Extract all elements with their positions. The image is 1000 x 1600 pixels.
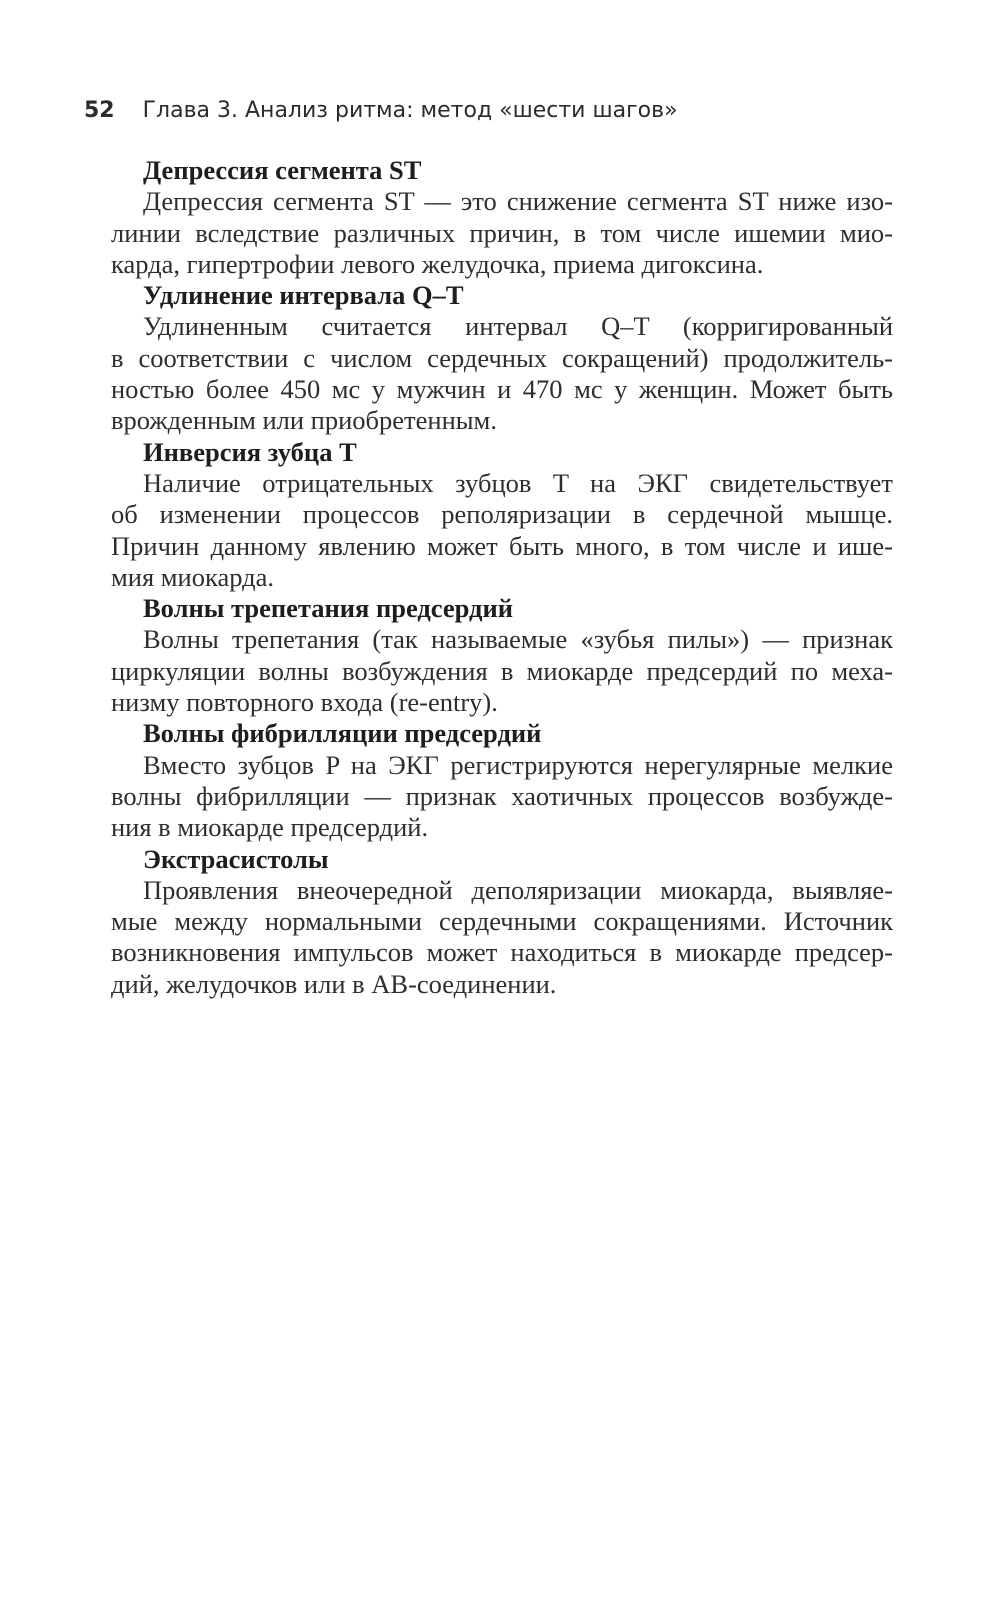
section-title-atrial-fibrillation: Волны фибрилляции предсердий <box>143 718 542 749</box>
running-head <box>84 98 678 123</box>
section-body-t-inversion <box>111 468 893 593</box>
page-number: 52 <box>84 98 115 123</box>
text-line: возникновения импульсов может находиться в миокарде предсер- <box>111 937 893 968</box>
text-line: ния в миокарде предсердий. <box>111 812 429 843</box>
text-line: Наличие отрицательных зубцов T на ЭКГ свидетельствует <box>143 467 893 498</box>
page-content <box>111 155 893 1000</box>
text-line: Проявления внеочередной деполяризации миокарда, выявляе- <box>143 874 893 905</box>
text-line: ностью более 450 мс у мужчин и 470 мс у женщин. Может быть <box>111 374 893 405</box>
text-line: Удлиненным считается интервал Q–T (корригированный <box>143 311 893 342</box>
section-title-atrial-flutter: Волны трепетания предсердий <box>143 593 513 624</box>
text-line: Волны трепетания (так называемые «зубья пилы») — признак <box>143 624 893 655</box>
text-line: об изменении процессов реполяризации в сердечной мышце. <box>111 499 893 530</box>
text-line: мые между нормальными сердечными сокращениями. Источник <box>111 906 893 937</box>
text-line: карда, гипертрофии левого желудочка, приема дигоксина. <box>111 248 764 279</box>
section-body-extrasystoles <box>111 875 893 1000</box>
text-line: врожденным или приобретенным. <box>111 405 497 436</box>
section-title-t-inversion: Инверсия зубца T <box>143 436 357 467</box>
text-line: мия миокарда. <box>111 561 274 592</box>
text-line: волны фибрилляции — признак хаотичных процессов возбужде- <box>111 780 893 811</box>
text-line: Депрессия сегмента ST — это снижение сегмента ST ниже изо- <box>143 186 893 217</box>
section-body-qt-prolongation <box>111 311 893 436</box>
text-line: циркуляции волны возбуждения в миокарде предсердий по меха- <box>111 655 893 686</box>
text-line: Причин данному явлению может быть много, в том числе и ише- <box>111 530 893 561</box>
text-line: линии вследствие различных причин, в том числе ишемии мио- <box>111 217 893 248</box>
chapter-title: Глава 3. Анализ ритма: метод «шести шагов» <box>142 98 678 123</box>
text-line: низму повторного входа (re-entry). <box>111 687 498 718</box>
section-title-st-depression: Депрессия сегмента ST <box>143 155 422 185</box>
text-line: дий, желудочков или в АВ-соединении. <box>111 968 557 999</box>
section-body-st-depression <box>111 186 893 280</box>
text-line: Вместо зубцов P на ЭКГ регистрируются нерегулярные мелкие <box>143 749 893 780</box>
section-title-extrasystoles: Экстрасистолы <box>143 843 329 874</box>
text-line: в соответствии с числом сердечных сокращений) продолжитель- <box>111 342 893 373</box>
section-body-atrial-fibrillation <box>111 750 893 844</box>
section-title-qt-prolongation: Удлинение интервала Q–T <box>143 280 464 311</box>
section-body-atrial-flutter <box>111 624 893 718</box>
